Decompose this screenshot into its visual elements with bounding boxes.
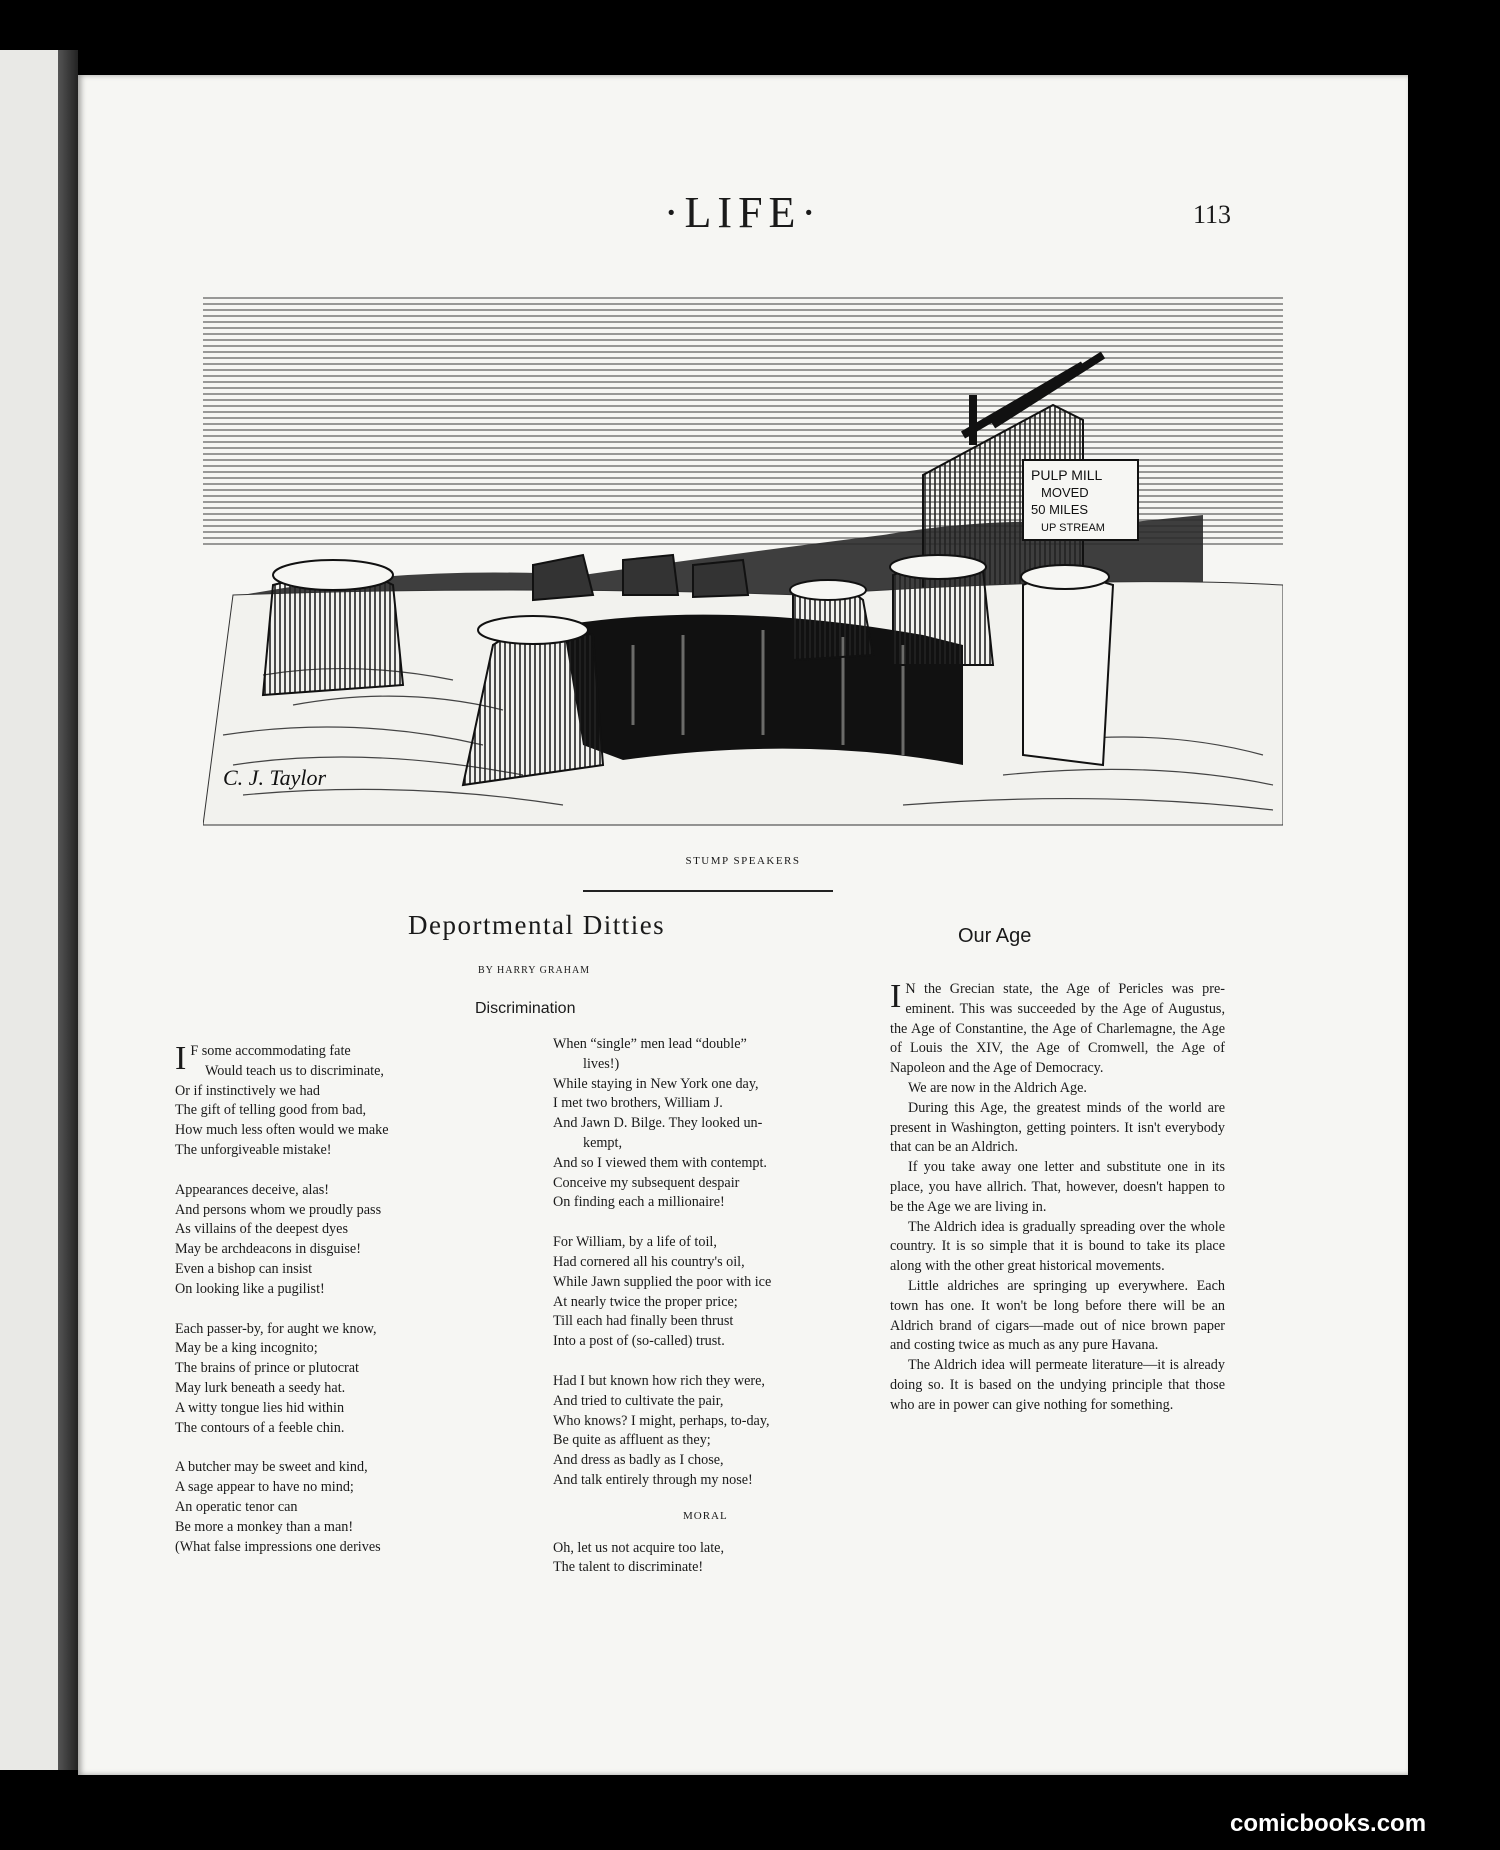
poem-line: An operatic tenor can bbox=[175, 1498, 298, 1515]
poem-line: While Jawn supplied the poor with ice bbox=[553, 1273, 772, 1290]
poem-line: At nearly twice the proper price; bbox=[553, 1293, 738, 1310]
poem-line: How much less often would we make bbox=[175, 1122, 389, 1139]
masthead: ·LIFE· bbox=[663, 188, 823, 237]
poem-line: While staying in New York one day, bbox=[553, 1075, 759, 1092]
paragraph: Little aldriches are springing up everywhere. Each town has one. It won't be long before there will be an Aldrich brand of cigars—made out of nice brown paper and costing twice as much as any pure Havana. bbox=[890, 1277, 1225, 1354]
stanza bbox=[175, 1458, 505, 1557]
poem-line: Into a post of (so-called) trust. bbox=[553, 1333, 725, 1350]
poem-line: Had cornered all his country's oil, bbox=[553, 1253, 745, 1270]
poem-line: May be a king incognito; bbox=[175, 1340, 318, 1357]
illustration-caption: STUMP SPEAKERS bbox=[685, 855, 801, 867]
sign-line-4: UP STREAM bbox=[1041, 522, 1105, 534]
poem-line: (What false impressions one derives bbox=[175, 1538, 381, 1555]
divider-rule bbox=[583, 890, 833, 892]
article-byline: BY HARRY GRAHAM bbox=[478, 965, 591, 976]
poem-line: And Jawn D. Bilge. They looked un- bbox=[553, 1115, 763, 1132]
paragraph bbox=[890, 980, 1225, 1079]
paragraph: During this Age, the greatest minds of the world are present in Washington, getting pointers. It isn't everybody that can be an Aldrich. bbox=[890, 1099, 1225, 1156]
artist-signature: C. J. Taylor bbox=[223, 765, 327, 790]
poem-line: Be quite as affluent as they; bbox=[553, 1432, 711, 1449]
poem-line: Or if instinctively we had bbox=[175, 1082, 320, 1099]
poem-line: The gift of telling good from bad, bbox=[175, 1102, 367, 1119]
our-age-title: Our Age bbox=[958, 925, 1032, 947]
paragraph: The Aldrich idea is gradually spreading over the whole country. It is so simple that it is bound to take its place along with the other great historical movements. bbox=[890, 1218, 1225, 1275]
gutter-shadow bbox=[58, 50, 78, 1770]
poem-line: On finding each a millionaire! bbox=[553, 1194, 725, 1211]
poem-subtitle: Discrimination bbox=[475, 1000, 576, 1017]
sign-line-1: PULP MILL bbox=[1031, 467, 1103, 483]
paragraph: We are now in the Aldrich Age. bbox=[908, 1079, 1087, 1096]
poem-column-2 bbox=[553, 1035, 853, 1578]
poem-line: Each passer-by, for aught we know, bbox=[175, 1320, 377, 1337]
poem-line: A sage appear to have no mind; bbox=[175, 1479, 354, 1496]
poem-line: The contours of a feeble chin. bbox=[175, 1419, 345, 1436]
drop-initial: I bbox=[890, 978, 902, 1015]
sign-line-3: 50 MILES bbox=[1031, 502, 1089, 517]
poem-line: A witty tongue lies hid within bbox=[175, 1399, 345, 1416]
moral-line: The talent to discriminate! bbox=[553, 1559, 704, 1576]
paragraph: If you take away one letter and substitute one in its place, you have allrich. That, however, doesn't happen to be the Age we are living in. bbox=[890, 1159, 1225, 1215]
poem-column-1 bbox=[175, 1042, 505, 1577]
poem-line: When “single” men lead “double” bbox=[553, 1036, 747, 1052]
poem-line: Appearances deceive, alas! bbox=[175, 1181, 329, 1198]
paragraph-text: N the Grecian state, the Age of Pericles was pre-eminent. This was succeeded by the Age of Augustus, the Age of Constantine, the Age of Charlemagne, the Age of Louis the XIV, the Age of Cromwell, the Age of Napoleon and the Age of Democracy. bbox=[890, 981, 1225, 1077]
poem-line: F some accommodating fate bbox=[190, 1043, 351, 1059]
poem-line: And persons whom we proudly pass bbox=[175, 1201, 382, 1218]
stanza bbox=[175, 1181, 505, 1300]
facing-page-edge bbox=[0, 50, 58, 1770]
moral-line: Oh, let us not acquire too late, bbox=[553, 1539, 724, 1556]
paragraph: The Aldrich idea will permeate literature—it is already doing so. It is based on the undying principle that those who are in power can give nothing for something. bbox=[890, 1357, 1225, 1413]
poem-line: And dress as badly as I chose, bbox=[553, 1452, 724, 1469]
poem-line: May lurk beneath a seedy hat. bbox=[175, 1379, 346, 1396]
page-number: 113 bbox=[1193, 200, 1232, 229]
poem-line: Even a bishop can insist bbox=[175, 1260, 313, 1277]
stanza bbox=[175, 1320, 505, 1439]
stanza bbox=[553, 1035, 853, 1213]
poem-line: Would teach us to discriminate, bbox=[205, 1062, 384, 1079]
poem-line: Be more a monkey than a man! bbox=[175, 1518, 354, 1535]
poem-line: And so I viewed them with contempt. bbox=[553, 1154, 767, 1171]
poem-line: And talk entirely through my nose! bbox=[553, 1471, 753, 1488]
cartoon-illustration bbox=[203, 265, 1283, 845]
stanza bbox=[175, 1042, 505, 1161]
poem-line: Had I but known how rich they were, bbox=[553, 1372, 765, 1389]
poem-line: kempt, bbox=[583, 1134, 623, 1151]
poem-line: The brains of prince or plutocrat bbox=[175, 1360, 359, 1377]
poem-line: I met two brothers, William J. bbox=[553, 1095, 723, 1112]
poem-line: And tried to cultivate the pair, bbox=[553, 1392, 724, 1409]
poem-line: For William, by a life of toil, bbox=[553, 1234, 717, 1251]
site-watermark: comicbooks.com bbox=[1230, 1810, 1427, 1837]
moral-label: MORAL bbox=[683, 1509, 728, 1522]
magazine-page bbox=[78, 75, 1408, 1775]
sign-line-2: MOVED bbox=[1041, 485, 1089, 500]
poem-line: lives!) bbox=[583, 1055, 620, 1072]
poem-line: Conceive my subsequent despair bbox=[553, 1174, 740, 1191]
poem-line: The unforgiveable mistake! bbox=[175, 1141, 332, 1158]
poem-line: Who knows? I might, perhaps, to-day, bbox=[553, 1412, 770, 1429]
poem-line: Till each had finally been thrust bbox=[553, 1313, 734, 1330]
drop-initial: I bbox=[175, 1040, 187, 1077]
our-age-column bbox=[890, 980, 1225, 1416]
poem-line: As villains of the deepest dyes bbox=[175, 1221, 348, 1238]
stanza bbox=[553, 1233, 853, 1352]
poem-line: May be archdeacons in disguise! bbox=[175, 1241, 361, 1258]
poem-line: On looking like a pugilist! bbox=[175, 1280, 325, 1297]
poem-line: A butcher may be sweet and kind, bbox=[175, 1459, 368, 1476]
stanza bbox=[553, 1372, 853, 1491]
article-title: Deportmental Ditties bbox=[408, 910, 666, 940]
